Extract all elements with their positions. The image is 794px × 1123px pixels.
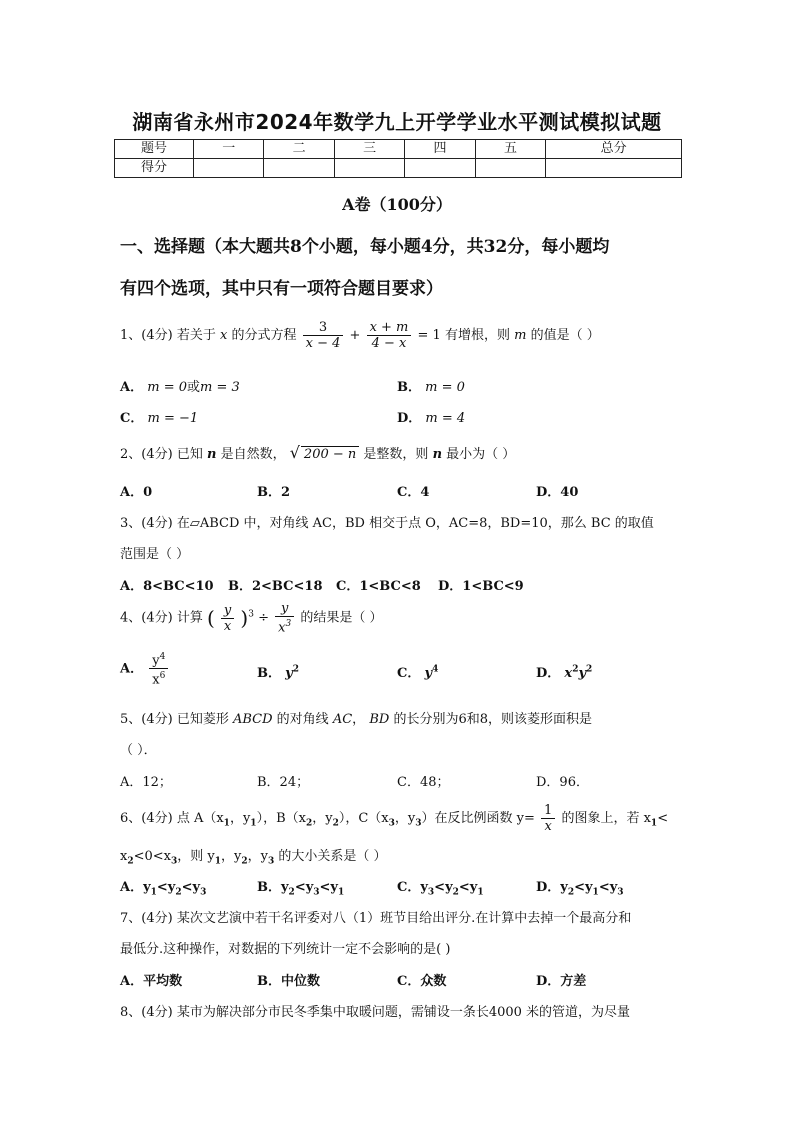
q1-frac1-den: x − 4 [305, 336, 341, 351]
q6-part: < [657, 811, 669, 826]
q6-c-part: <y [458, 880, 478, 895]
q6-d-sub: 1 [592, 887, 599, 898]
q1-var-x: x [219, 328, 228, 343]
q1-fraction-2 [367, 320, 412, 351]
q6-a-part: <y [181, 880, 201, 895]
q1-frac1-num: 3 [303, 320, 344, 336]
score-table-header: 三 [334, 140, 404, 159]
score-row-label: 得分 [115, 159, 194, 178]
q6-l2-part: ，y [221, 849, 242, 864]
q6-a-sub: 3 [200, 887, 207, 898]
page-title: 湖南省永州市2024年数学九上开学学业水平测试模拟试题 [132, 110, 662, 134]
q6-sub: 1 [223, 818, 230, 829]
q2-text-a: 是自然数， [220, 447, 286, 462]
q4-option-a-den-base: x [152, 672, 160, 688]
q1-var-m: m [514, 328, 527, 343]
q3-option-a[interactable]: A．8<BC<10 [120, 579, 214, 594]
q6-b-sub: 3 [313, 887, 320, 898]
q6-l2-sub: 2 [127, 856, 134, 867]
q2-text-b: 是整数，则 [363, 447, 429, 462]
q1-text-c: 的值是（ ） [530, 328, 600, 343]
q4-exp: 3 [248, 609, 254, 620]
q6-d-part: D．y [536, 880, 568, 895]
score-cell [194, 159, 264, 178]
q5-option-a[interactable]: A．12； [120, 775, 172, 790]
q6-sub: 1 [650, 818, 658, 829]
q5-bd: BD [369, 712, 390, 727]
q5-ac: AC [332, 712, 353, 727]
q5-prefix: 5、(4分) 已知菱形 [120, 712, 229, 727]
score-table-header: 一 [194, 140, 264, 159]
q6-d-part: <y [574, 880, 593, 895]
question-4 [120, 601, 383, 635]
q4-option-d-x: x [564, 666, 573, 681]
q4-option-a-den [149, 669, 168, 687]
q4-option-c[interactable] [397, 662, 438, 681]
q2-option-a[interactable]: A．0 [120, 485, 153, 500]
q1-option-c-value: m = −1 [147, 411, 199, 426]
q3-option-b[interactable]: B．2<BC<18 [228, 579, 323, 594]
q1-plus: + [349, 328, 361, 343]
question-5-line2: （ ）． [120, 743, 157, 758]
question-3-line2: 范围是（ ） [120, 547, 190, 562]
q4-option-c-exp: 4 [432, 664, 439, 675]
q5-option-d[interactable]: D．96． [536, 775, 589, 790]
q5-eight: 8 [479, 712, 489, 727]
question-3-line1: 3、(4分) 在▱ABCD 中，对角线 AC，BD 相交于点 O，AC=8，BD=10，那么 BC 的取值 [120, 516, 654, 531]
q4-option-d-x-exp: 2 [572, 664, 579, 675]
q6-c-part: C．y [397, 880, 428, 895]
q4-div: ÷ [258, 610, 270, 626]
q4-option-a-label: A． [120, 661, 144, 677]
q6-c-sub: 3 [427, 887, 435, 898]
q6-d-part: <y [598, 880, 618, 895]
question-5 [120, 708, 592, 727]
q4-frac-den: x [223, 618, 232, 634]
score-table-header: 五 [475, 140, 545, 159]
q5-comma: ， [352, 712, 366, 727]
q6-prefix: 6、(4分) 点 A（x [120, 811, 224, 826]
score-table-header: 总分 [546, 140, 682, 159]
score-cell [264, 159, 334, 178]
q5-option-c[interactable]: C．48； [397, 775, 450, 790]
q6-sub: 3 [388, 818, 395, 829]
score-table-header: 题号 [115, 140, 194, 159]
question-7-line2: 最低分.这种操作，对数据的下列统计一定不会影响的是( ) [120, 942, 451, 957]
q6-part: ）在反比例函数 y= [421, 811, 535, 826]
q1-option-a[interactable] [120, 376, 240, 395]
q1-option-b-value: m = 0 [425, 380, 465, 395]
q6-l2-sub: 3 [171, 856, 178, 867]
q1-option-b[interactable] [397, 376, 465, 395]
section-1-heading-line2: 有四个选项，其中只有一项符合题目要求） [120, 279, 443, 299]
q4-option-a[interactable] [120, 650, 170, 688]
q4-option-a-den-exp: 6 [159, 671, 166, 682]
q6-a-part: <y [156, 880, 176, 895]
q4-frac2-den [275, 617, 294, 635]
q2-prefix: 2、(4分) 已知 [120, 447, 203, 462]
q4-option-b-exp: 2 [292, 664, 299, 675]
q4-frac-num: y [221, 603, 234, 619]
q6-c-part: <y [434, 880, 453, 895]
q2-option-d[interactable]: D．40 [536, 485, 579, 500]
q2-var-n2: n [432, 447, 443, 462]
score-table-header: 四 [405, 140, 475, 159]
q4-option-d[interactable] [536, 662, 592, 681]
q3-option-c[interactable]: C．1<BC<8 [336, 579, 421, 594]
q2-option-c[interactable]: C．4 [397, 485, 430, 500]
q4-option-c-label: C． [397, 666, 421, 681]
q6-l2-sub: 1 [214, 856, 222, 867]
q2-text-c: 最小为（ ） [446, 447, 516, 462]
q7-option-c[interactable]: C．众数 [397, 974, 447, 989]
q4-option-a-num-exp: 4 [159, 652, 166, 662]
section-1-heading-line1: 一、选择题（本大题共8个小题，每小题4分，共32分，每小题均 [120, 237, 610, 257]
q6-l2-part: ，y [247, 849, 268, 864]
q6-a-part: A．y [120, 880, 151, 895]
q4-option-a-fraction [149, 650, 168, 688]
q6-a-sub: 2 [175, 887, 182, 898]
score-table-header: 二 [264, 140, 334, 159]
q1-option-a-value: m = 0 [147, 380, 187, 395]
q6-option-a[interactable] [120, 876, 206, 898]
q5-option-b[interactable]: B．24； [257, 775, 310, 790]
q6-option-c[interactable] [397, 876, 484, 898]
q6-l2-sub: 3 [268, 856, 275, 867]
q1-option-c-label: C． [120, 411, 144, 426]
q6-part: ），C（x [338, 811, 389, 826]
q1-option-a-label: A． [120, 380, 144, 395]
q1-option-d-label: D． [397, 411, 422, 426]
q2-option-b[interactable]: B．2 [257, 485, 291, 500]
sqrt-icon: √ [289, 443, 300, 462]
q4-option-d-y-exp: 2 [586, 664, 593, 675]
q4-prefix: 4、(4分) 计算 [120, 610, 203, 626]
question-6-line1 [120, 803, 668, 834]
q6-b-part: B．y [257, 880, 289, 895]
q6-l2-part: <0<x [133, 849, 171, 864]
q6-b-part: <y [294, 880, 314, 895]
q1-text-b: 有增根，则 [444, 328, 510, 343]
q4-rparen: ) [240, 606, 249, 631]
q4-option-d-y: y [578, 666, 587, 681]
q6-sub: 3 [415, 818, 422, 829]
q6-part: ），B（x [256, 811, 306, 826]
q6-l2-part: x [120, 849, 128, 864]
q5-abcd: ABCD [232, 712, 273, 727]
q6-part: ，y [312, 811, 333, 826]
q1-option-a-value2: m = 3 [200, 380, 240, 395]
q1-option-c[interactable] [120, 407, 198, 426]
score-cell [546, 159, 682, 178]
q1-option-d[interactable] [397, 407, 465, 426]
q4-suffix: 的结果是（ ） [300, 610, 383, 626]
q1-prefix: 1、(4分) 若关于 [120, 328, 216, 343]
q6-fraction [541, 803, 555, 834]
q2-var-n: n [206, 447, 217, 462]
score-cell [405, 159, 475, 178]
q6-l2-sub: 2 [241, 856, 248, 867]
q1-frac2-den: 4 − x [371, 336, 407, 351]
q1-option-d-value: m = 4 [425, 411, 466, 426]
q4-fraction-2 [275, 601, 294, 635]
q5-text-b: 的长分别为 [393, 712, 459, 727]
question-2 [120, 443, 515, 462]
q4-option-b[interactable] [257, 662, 299, 681]
q6-d-sub: 2 [567, 887, 575, 898]
q4-fraction-1 [221, 603, 234, 634]
q1-fraction-1 [303, 320, 344, 351]
q6-part: ，y [394, 811, 416, 826]
q6-b-sub: 2 [288, 887, 295, 898]
q6-l2-part: 的大小关系是（ ） [274, 849, 387, 864]
q6-sub: 2 [332, 818, 339, 829]
q6-c-sub: 2 [452, 887, 459, 898]
q6-sub: 2 [305, 818, 313, 829]
q4-option-c-base: y [424, 666, 433, 681]
q1-eq: = 1 [417, 328, 441, 343]
q6-b-part: <y [319, 880, 338, 895]
q4-lparen: ( [206, 606, 215, 631]
q6-frac-num: 1 [541, 803, 555, 819]
q4-option-a-num-base: y [152, 653, 160, 669]
q5-text-c: ，则该菱形面积是 [488, 712, 593, 727]
q6-part: ，y [229, 811, 251, 826]
q7-option-d[interactable]: D．方差 [536, 974, 587, 989]
question-8-line1: 8、(4分) 某市为解决部分市民冬季集中取暖问题，需铺设一条长4000 米的管道，为尽量 [120, 1005, 631, 1020]
q4-option-b-base: y [285, 666, 293, 681]
q4-frac2-num: y [275, 601, 294, 617]
q6-b-sub: 1 [337, 887, 345, 898]
q4-option-b-label: B． [257, 666, 281, 681]
q6-part: 的图象上，若 x [561, 811, 651, 826]
q5-six: 6 [458, 712, 467, 727]
q6-option-b[interactable] [257, 876, 344, 898]
score-table [114, 139, 682, 178]
question-6-line2 [120, 845, 387, 867]
q6-l2-part: ，则 y [177, 849, 215, 864]
score-cell [475, 159, 545, 178]
q6-d-sub: 3 [617, 887, 624, 898]
q3-option-d[interactable]: D．1<BC<9 [438, 579, 524, 594]
q6-frac-den: x [544, 819, 552, 834]
q6-sub: 1 [250, 818, 257, 829]
q6-a-sub: 1 [150, 887, 157, 898]
question-1 [120, 320, 600, 351]
q1-option-b-label: B． [397, 380, 421, 395]
q2-sqrt-body: 200 − n [301, 446, 359, 462]
q5-text-a: 的对角线 [276, 712, 329, 727]
q5-and: 和 [466, 712, 480, 727]
q7-option-a[interactable]: A．平均数 [120, 974, 183, 989]
section-a-title: A卷（100分） [342, 195, 452, 214]
q7-option-b[interactable]: B．中位数 [257, 974, 320, 989]
score-table-header-row [115, 140, 682, 159]
q4-option-d-label: D． [536, 666, 561, 681]
q1-text-a: 的分式方程 [231, 328, 297, 343]
score-table-row [115, 159, 682, 178]
q1-option-a-or: 或 [187, 380, 201, 395]
q6-option-d[interactable] [536, 876, 624, 898]
q4-frac2-den-exp: 3 [285, 619, 292, 629]
q4-option-a-num [149, 650, 168, 669]
q1-frac2-num: x + m [367, 320, 412, 336]
question-7-line1: 7、(4分) 某次文艺演中若干名评委对八（1）班节目给出评分.在计算中去掉一个最高分和 [120, 911, 632, 926]
q6-c-sub: 1 [477, 887, 484, 898]
score-cell [334, 159, 404, 178]
q4-frac2-den-base: x [278, 620, 286, 636]
